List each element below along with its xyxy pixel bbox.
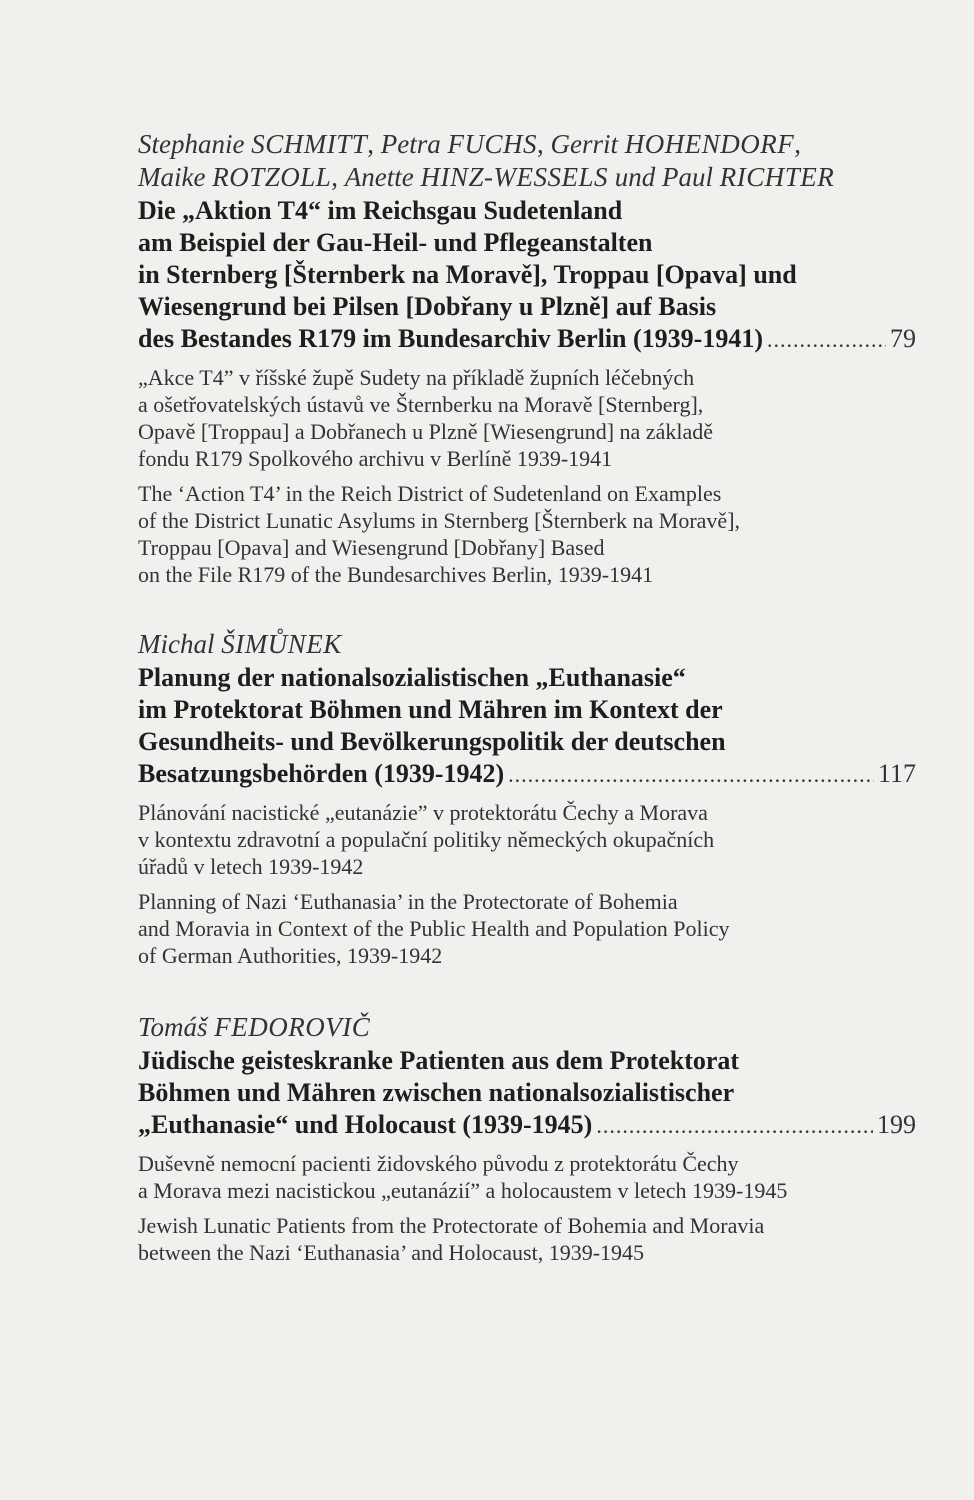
title-line: Gesundheits- und Bevölkerungspolitik der deutschen: [138, 727, 726, 756]
czech-title-line: Plánování nacistické „eutanázie” v protektorátu Čechy a Morava: [138, 800, 708, 825]
title-line: Jüdische geisteskranke Patienten aus dem Protektorat: [138, 1046, 740, 1075]
author-first-name: Maike: [138, 162, 206, 192]
title-line: des Bestandes R179 im Bundesarchiv Berlin (1939-1941): [138, 324, 763, 353]
czech-title-line: „Akce T4” v říšské župě Sudety na příkladě župních léčebných: [138, 365, 695, 390]
author-last-name: FEDOROVIČ: [214, 1012, 371, 1042]
toc-entry: [138, 128, 916, 588]
entry-english-title: [138, 480, 916, 588]
page-number: 199: [877, 1110, 916, 1139]
author-last-name: SCHMITT: [251, 129, 368, 159]
english-title-line: on the File R179 of the Bundesarchives Berlin, 1939-1941: [138, 562, 654, 587]
title-line: in Sternberg [Šternberk na Moravě], Troppau [Opava] und: [138, 260, 797, 289]
dot-leader: [508, 759, 874, 791]
author-first-name: Petra: [380, 129, 441, 159]
english-title-line: of German Authorities, 1939-1942: [138, 943, 443, 968]
entry-english-title: [138, 888, 916, 969]
toc-entry: [138, 628, 916, 969]
author-last-name: RICHTER: [719, 162, 835, 192]
author-first-name: Gerrit: [550, 129, 619, 159]
author-last-name: ŠIMŮNEK: [221, 629, 342, 659]
author-first-name: Michal: [138, 629, 215, 659]
english-title-line: Planning of Nazi ‘Euthanasia’ in the Protectorate of Bohemia: [138, 889, 678, 914]
title-line: Besatzungsbehörden (1939-1942): [138, 759, 505, 788]
czech-title-line: a ošetřovatelských ústavů ve Šternberku na Moravě [Sternberg],: [138, 392, 704, 417]
title-line: Die „Aktion T4“ im Reichsgau Sudetenland: [138, 196, 623, 225]
english-title-line: between the Nazi ‘Euthanasia’ and Holocaust, 1939-1945: [138, 1240, 645, 1265]
author-first-name: Anette: [344, 162, 414, 192]
entry-german-title: [138, 1045, 916, 1142]
entry-authors: [138, 1011, 916, 1044]
title-line: Böhmen und Mähren zwischen nationalsozialistischer: [138, 1078, 735, 1107]
entry-german-title: [138, 195, 916, 356]
english-title-line: Jewish Lunatic Patients from the Protectorate of Bohemia and Moravia: [138, 1213, 765, 1238]
author-first-name: Tomáš: [138, 1012, 208, 1042]
dot-leader: [767, 324, 886, 356]
english-title-line: of the District Lunatic Asylums in Sternberg [Šternberk na Moravě],: [138, 508, 741, 533]
title-line: im Protektorat Böhmen und Mähren im Kontext der: [138, 695, 723, 724]
entry-czech-title: [138, 799, 916, 880]
entry-authors: [138, 628, 916, 661]
entry-czech-title: [138, 364, 916, 472]
authors-line: Stephanie SCHMITT, Petra FUCHS, Gerrit HOHENDORF,: [138, 129, 801, 159]
author-last-name: HINZ-WESSELS: [420, 162, 608, 192]
table-of-contents-page: [138, 128, 916, 1296]
author-first-name: Stephanie: [138, 129, 245, 159]
author-last-name: ROTZOLL: [212, 162, 332, 192]
czech-title-line: úřadů v letech 1939-1942: [138, 854, 364, 879]
entry-english-title: [138, 1212, 916, 1266]
title-last-line: [138, 1109, 916, 1142]
page-number: 79: [890, 324, 916, 353]
title-line: „Euthanasie“ und Holocaust (1939-1945): [138, 1110, 593, 1139]
dot-leader: [596, 1110, 873, 1142]
entry-authors: [138, 128, 916, 194]
czech-title-line: Duševně nemocní pacienti židovského původu z protektorátu Čechy: [138, 1151, 739, 1176]
author-last-name: FUCHS: [447, 129, 538, 159]
authors-line: Maike ROTZOLL, Anette HINZ-WESSELS und Paul RICHTER: [138, 162, 835, 192]
author-first-name: Paul: [662, 162, 713, 192]
czech-title-line: a Morava mezi nacistickou „eutanázií” a holocaustem v letech 1939-1945: [138, 1178, 788, 1203]
czech-title-line: Opavě [Troppau] a Dobřanech u Plzně [Wiesengrund] na základě: [138, 419, 713, 444]
title-line: Wiesengrund bei Pilsen [Dobřany u Plzně] auf Basis: [138, 292, 717, 321]
author-last-name: HOHENDORF: [624, 129, 795, 159]
english-title-line: and Moravia in Context of the Public Health and Population Policy: [138, 916, 730, 941]
czech-title-line: v kontextu zdravotní a populační politiky německých okupačních: [138, 827, 715, 852]
entry-czech-title: [138, 1150, 916, 1204]
english-title-line: Troppau [Opava] and Wiesengrund [Dobřany] Based: [138, 535, 605, 560]
entry-german-title: [138, 662, 916, 791]
title-last-line: [138, 758, 916, 791]
title-line: Planung der nationalsozialistischen „Euthanasie“: [138, 663, 686, 692]
english-title-line: The ‘Action T4’ in the Reich District of Sudetenland on Examples: [138, 481, 722, 506]
czech-title-line: fondu R179 Spolkového archivu v Berlíně 1939-1941: [138, 446, 613, 471]
title-line: am Beispiel der Gau-Heil- und Pflegeanstalten: [138, 228, 653, 257]
page-number: 117: [877, 759, 916, 788]
toc-entry: [138, 1011, 916, 1266]
title-last-line: [138, 323, 916, 356]
